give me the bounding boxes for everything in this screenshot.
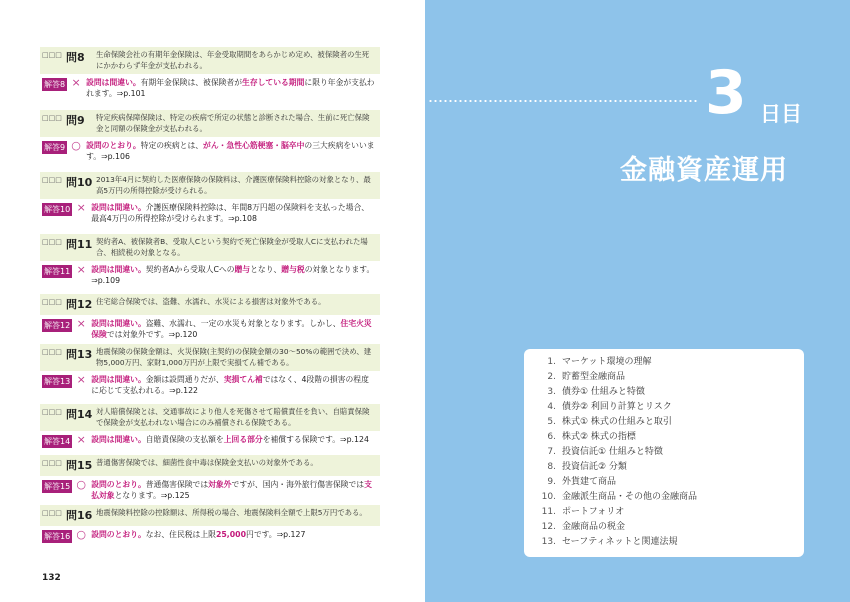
toc-text: 外貨建て商品 xyxy=(562,477,617,487)
toc-item[interactable] xyxy=(524,490,804,505)
toc-number: 6. xyxy=(547,432,556,442)
toc-item[interactable] xyxy=(524,370,804,385)
answer-text xyxy=(91,479,376,501)
question-text: 地震保険の保険金額は、火災保険(主契約)の保険金額の30～50%の範囲で決め、建物5,000万円、家財1,000万円が上限で実損てん補である。 xyxy=(96,347,372,367)
question-text: 地震保険料控除の控除額は、所得税の場合、地震保険料全額で上限5万円である。 xyxy=(96,508,367,517)
toc-number: 4. xyxy=(547,402,556,412)
toc-item[interactable] xyxy=(524,445,804,460)
answer-label: 解答11 xyxy=(44,267,71,276)
answer-row xyxy=(40,526,380,546)
answer-row xyxy=(40,137,380,165)
answer-text xyxy=(86,77,376,99)
answer-label: 解答13 xyxy=(44,377,71,386)
question-label: 問10 xyxy=(66,176,93,189)
question-label: 問12 xyxy=(66,298,93,311)
question-label: 問13 xyxy=(66,348,93,361)
answer-row xyxy=(40,261,380,289)
question-row xyxy=(40,47,380,74)
answer-part: 金額は設問通りだが、 xyxy=(145,375,224,384)
answer-part: となり、 xyxy=(250,265,282,274)
answer-label: 解答10 xyxy=(44,205,71,214)
question-text: 生命保険会社の有期年金保険は、年金受取期間をあらかじめ定め、被保険者の生死にかかわらず年金が支払われる。 xyxy=(96,50,370,70)
circle-icon: ○ xyxy=(71,139,81,152)
answer-highlight: 支払対象 xyxy=(91,480,372,500)
answer-label: 解答9 xyxy=(44,143,66,152)
day-number: 3 xyxy=(705,58,747,128)
answer-part: を補償する保険です。⇒p.124 xyxy=(262,435,369,444)
answer-text xyxy=(91,434,376,445)
checkbox-icon[interactable]: □□□ xyxy=(42,114,62,122)
answer-lead: 設問は間違い。 xyxy=(91,435,146,444)
question-row xyxy=(40,505,380,526)
question-row xyxy=(40,172,380,199)
answer-row xyxy=(40,476,380,504)
answer-part: ですが、国内・海外旅行傷害保険では xyxy=(231,480,365,489)
toc-text: 金融商品の税金 xyxy=(562,522,626,532)
answer-highlight: 贈与税 xyxy=(281,265,305,274)
cross-icon: × xyxy=(76,263,86,276)
answer-part: では対象外です。⇒p.120 xyxy=(106,330,198,339)
day-suffix: 日目 xyxy=(760,102,802,126)
toc-number: 2. xyxy=(547,372,556,382)
answer-label: 解答8 xyxy=(44,80,66,89)
answer-part: ではなく、4段階の損害の程度に応じて支払われる。⇒p.122 xyxy=(91,375,369,395)
toc-text: 投資信託② 分類 xyxy=(562,462,627,472)
cross-icon: × xyxy=(76,317,86,330)
answer-highlight: 生存している期間 xyxy=(242,78,305,87)
checkbox-icon[interactable]: □□□ xyxy=(42,348,62,356)
answer-highlight: がん・急性心筋梗塞・脳卒中 xyxy=(203,141,305,150)
toc-item[interactable] xyxy=(524,400,804,415)
circle-icon: ○ xyxy=(76,528,86,541)
question-text: 住宅総合保険では、盗難、水濡れ、水災による損害は対象外である。 xyxy=(96,297,326,306)
question-text: 普通傷害保険では、細菌性食中毒は保険金支払いの対象外である。 xyxy=(96,458,318,467)
cross-icon: × xyxy=(76,433,86,446)
qa-block-8 xyxy=(40,47,380,102)
answer-label: 解答16 xyxy=(44,532,71,541)
answer-text xyxy=(91,202,376,224)
chapter-title: 金融資産運用 xyxy=(620,155,788,186)
answer-part: 契約者Aから受取人Cへの xyxy=(145,265,235,274)
circle-icon: ○ xyxy=(76,478,86,491)
toc-item[interactable] xyxy=(524,535,804,550)
qa-block-13 xyxy=(40,344,380,399)
answer-highlight: 住宅火災保険 xyxy=(91,319,372,339)
question-text: 特定疾病保障保険は、特定の疾病で所定の状態と診断された場合、生前に死亡保険金と同額の保険金が支払われる。 xyxy=(96,113,370,133)
answer-highlight: 贈与 xyxy=(234,265,251,274)
question-text: 対人賠償保険とは、交通事故により他人を死傷させて賠償責任を負い、自賠責保険で保険金が支払われない場合にのみ補償される保険である。 xyxy=(96,407,370,427)
toc-item[interactable] xyxy=(524,430,804,445)
qa-block-12 xyxy=(40,294,380,343)
answer-highlight: 上回る部分 xyxy=(223,435,263,444)
toc-text: セーフティネットと関連法規 xyxy=(562,537,678,547)
answer-label: 解答12 xyxy=(44,321,71,330)
answer-row xyxy=(40,431,380,451)
answer-lead: 設問のとおり。 xyxy=(86,141,141,150)
qa-block-11 xyxy=(40,234,380,289)
answer-lead: 設問は間違い。 xyxy=(91,319,146,328)
cross-icon: × xyxy=(76,201,86,214)
toc-text: 金融派生商品・その他の金融商品 xyxy=(562,492,698,502)
toc-item[interactable] xyxy=(524,385,804,400)
answer-row xyxy=(40,199,380,227)
toc-text: 債券① 仕組みと特徴 xyxy=(562,387,645,397)
toc-number: 5. xyxy=(547,417,556,427)
cross-icon: × xyxy=(71,76,81,89)
answer-part: の対象となります。⇒p.109 xyxy=(91,265,375,285)
answer-lead: 設問のとおり。 xyxy=(91,480,146,489)
toc-number: 13. xyxy=(541,537,556,547)
answer-part: となります。⇒p.125 xyxy=(114,491,190,500)
toc-item[interactable] xyxy=(524,415,804,430)
qa-block-9 xyxy=(40,110,380,165)
qa-block-10 xyxy=(40,172,380,227)
toc-item[interactable] xyxy=(524,355,804,370)
answer-part: 介護医療保険料控除は、年間8万円超の保険料を支払った場合、最高4万円の所得控除が受けられます。⇒p.108 xyxy=(91,203,370,223)
toc-number: 8. xyxy=(547,462,556,472)
question-row xyxy=(40,294,380,315)
toc-item[interactable] xyxy=(524,460,804,475)
answer-lead: 設問のとおり。 xyxy=(91,530,146,539)
toc-text: 株式① 株式の仕組みと取引 xyxy=(562,417,672,427)
answer-part: 特定の疾病とは、 xyxy=(140,141,204,150)
checkbox-icon[interactable]: □□□ xyxy=(42,509,62,517)
toc-text: ポートフォリオ xyxy=(562,507,625,517)
toc-number: 9. xyxy=(547,477,556,487)
answer-part: 円です。⇒p.127 xyxy=(246,530,306,539)
checkbox-icon[interactable]: □□□ xyxy=(42,298,62,306)
answer-part: なお、住民税は上限 xyxy=(145,530,216,539)
answer-part: 自賠責保険の支払額を xyxy=(145,435,224,444)
toc-number: 11. xyxy=(541,507,556,517)
answer-part: 有期年金保険は、被保険者が xyxy=(140,78,243,87)
toc-number: 3. xyxy=(547,387,556,397)
question-row xyxy=(40,344,380,371)
answer-row xyxy=(40,315,380,343)
question-label: 問8 xyxy=(66,51,85,64)
table-of-contents xyxy=(524,349,804,557)
answer-lead: 設問は間違い。 xyxy=(91,203,146,212)
toc-text: マーケット環境の理解 xyxy=(562,357,652,367)
question-label: 問15 xyxy=(66,459,93,472)
toc-number: 10. xyxy=(541,492,556,502)
toc-item[interactable] xyxy=(524,475,804,490)
question-text: 2013年4月に契約した医療保険の保険料は、介護医療保険料控除の対象となり、最高5万円の所得控除が受けられる。 xyxy=(96,175,371,195)
qa-block-16 xyxy=(40,505,380,546)
answer-highlight: 実損てん補 xyxy=(223,375,263,384)
question-label: 問9 xyxy=(66,114,85,127)
answer-text xyxy=(91,318,376,340)
checkbox-icon[interactable]: □□□ xyxy=(42,408,62,416)
question-label: 問16 xyxy=(66,509,93,522)
answer-part: 盗難、水濡れ、一定の水災も対象となります。しかし、 xyxy=(145,319,341,328)
checkbox-icon[interactable]: □□□ xyxy=(42,51,62,59)
toc-item[interactable] xyxy=(524,505,804,520)
answer-lead: 設問は間違い。 xyxy=(91,265,146,274)
question-label: 問14 xyxy=(66,408,93,421)
answer-label: 解答15 xyxy=(44,482,71,491)
answer-row xyxy=(40,74,380,102)
question-row xyxy=(40,234,380,261)
toc-number: 7. xyxy=(547,447,556,457)
question-row xyxy=(40,404,380,431)
answer-text xyxy=(91,529,376,540)
answer-text xyxy=(86,140,376,162)
answer-highlight: 対象外 xyxy=(208,480,232,489)
dotted-divider xyxy=(428,100,698,102)
question-label: 問11 xyxy=(66,238,93,251)
toc-number: 12. xyxy=(541,522,556,532)
toc-text: 投資信託① 仕組みと特徴 xyxy=(562,447,663,457)
question-row xyxy=(40,455,380,476)
question-row xyxy=(40,110,380,137)
answer-lead: 設問は間違い。 xyxy=(86,78,141,87)
toc-item[interactable] xyxy=(524,520,804,535)
answer-text xyxy=(91,374,376,396)
question-text: 契約者A、被保険者B、受取人Cという契約で死亡保険金が受取人Cに支払われた場合、相続税の対象となる。 xyxy=(96,237,368,257)
toc-number: 1. xyxy=(547,357,556,367)
qa-block-14 xyxy=(40,404,380,451)
answer-part: 普通傷害保険では xyxy=(145,480,209,489)
answer-lead: 設問は間違い。 xyxy=(91,375,146,384)
toc-text: 貯蓄型金融商品 xyxy=(562,372,626,382)
qa-block-15 xyxy=(40,455,380,504)
page-number: 132 xyxy=(42,573,61,583)
answer-label: 解答14 xyxy=(44,437,71,446)
answer-highlight: 25,000 xyxy=(215,530,247,539)
answer-part: の三大疾病をいいます。⇒p.106 xyxy=(86,141,375,161)
checkbox-icon[interactable]: □□□ xyxy=(42,176,62,184)
answer-text xyxy=(91,264,376,286)
answer-part: に限り年金が支払われます。⇒p.101 xyxy=(86,78,375,98)
checkbox-icon[interactable]: □□□ xyxy=(42,238,62,246)
cross-icon: × xyxy=(76,373,86,386)
answer-row xyxy=(40,371,380,399)
checkbox-icon[interactable]: □□□ xyxy=(42,459,62,467)
toc-text: 債券② 利回り計算とリスク xyxy=(562,402,672,412)
toc-text: 株式② 株式の指標 xyxy=(562,432,636,442)
